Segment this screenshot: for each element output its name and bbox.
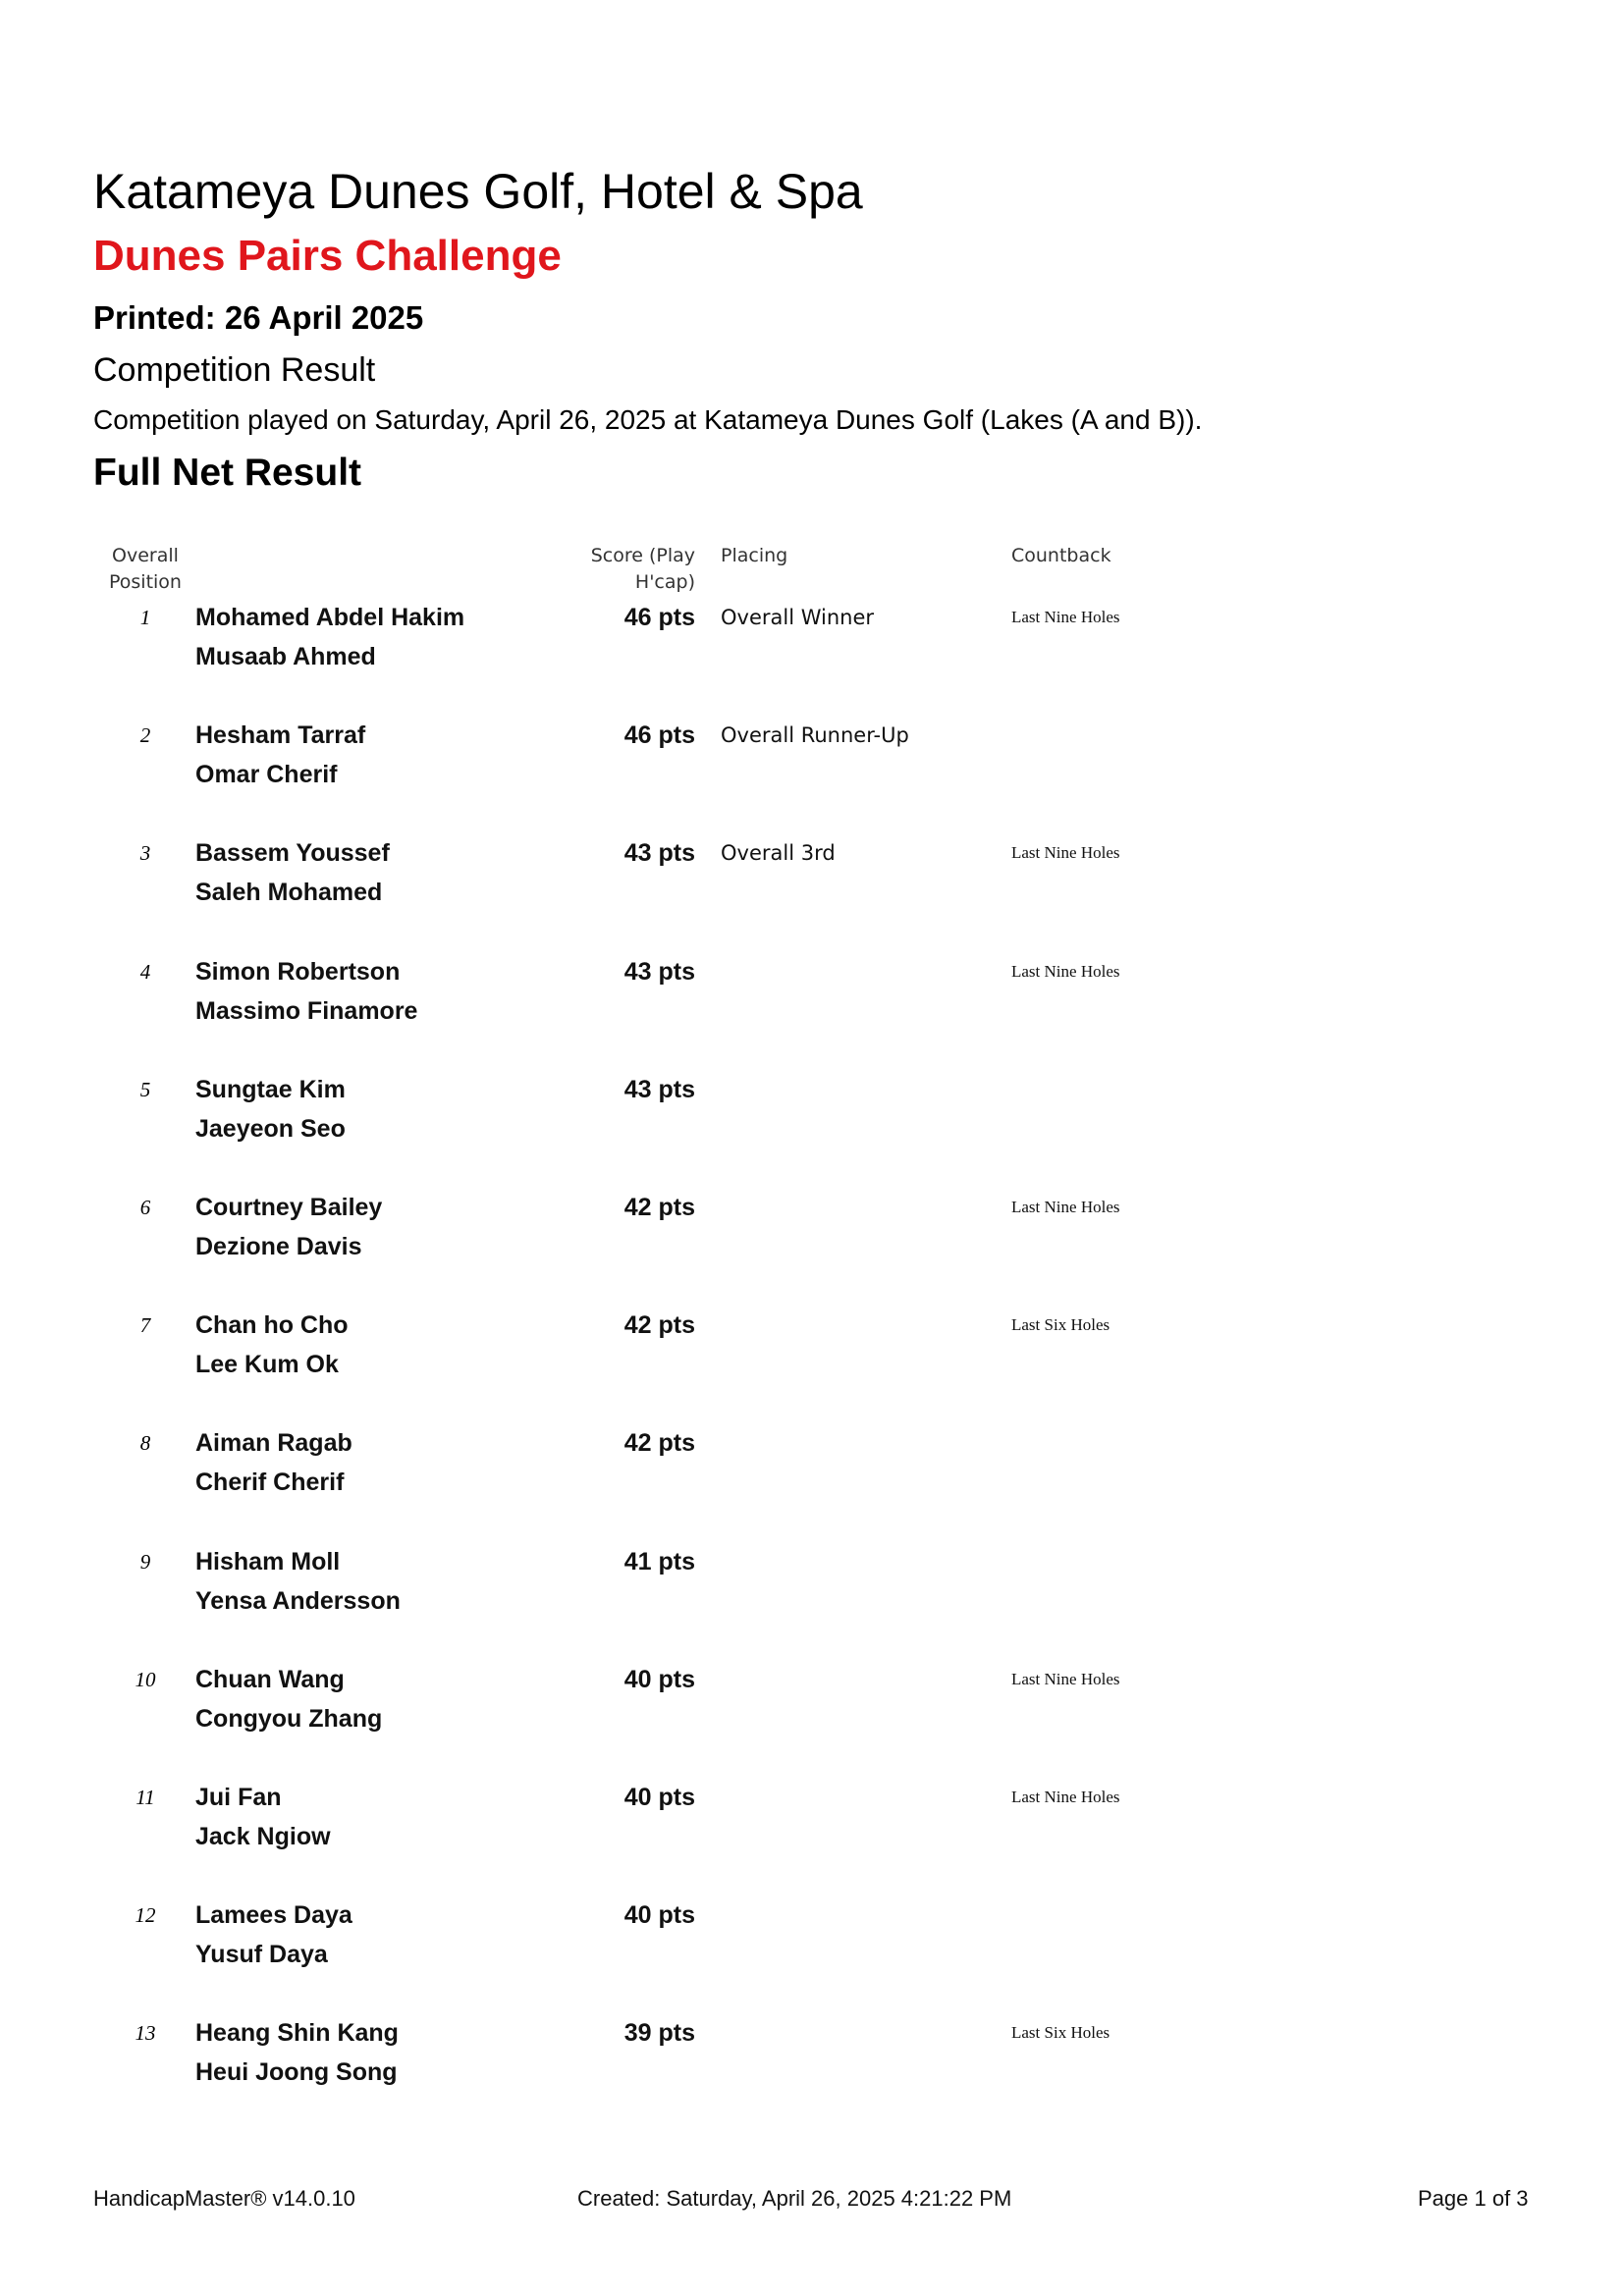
document-title: Competition Result [93,351,376,389]
position-cell: 9 [139,1549,151,1574]
club-name: Katameya Dunes Golf, Hotel & Spa [93,164,863,219]
player-one-name: Lamees Daya [195,1901,352,1930]
table-row [0,1900,1624,2018]
score-cell: 40 pts [623,1901,695,1930]
column-header-placing: Placing [721,545,788,566]
score-cell: 43 pts [623,957,695,986]
table-row [0,1075,1624,1193]
score-cell: 46 pts [623,604,695,631]
player-two-name: Lee Kum Ok [195,1351,339,1379]
score-cell: 40 pts [623,1665,695,1693]
position-cell: 10 [135,1667,156,1691]
table-row [0,957,1624,1075]
placing-cell: Overall Runner-Up [721,723,909,748]
player-one-name: Hisham Moll [195,1547,341,1575]
position-cell: 1 [139,606,151,629]
player-two-name: Saleh Mohamed [195,879,383,907]
countback-cell: Last Nine Holes [1011,1788,1120,1806]
player-two-name: Jack Ngiow [195,1823,331,1850]
player-one-name: Mohamed Abdel Hakim [195,604,465,631]
footer-created: Created: Saturday, April 26, 2025 4:21:22 PM [577,2186,1012,2211]
column-header-score: Score (Play H'cap) [590,545,695,593]
player-two-name: Yusuf Daya [195,1941,328,1969]
player-two-name: Congyou Zhang [195,1704,383,1733]
position-cell: 7 [139,1313,151,1338]
player-two-name: Cherif Cherif [195,1468,345,1497]
countback-cell: Last Nine Holes [1011,961,1120,981]
player-one-name: Sungtae Kim [195,1075,346,1103]
countback-cell: Last Nine Holes [1011,1198,1120,1216]
player-two-name: Massimo Finamore [195,996,418,1025]
player-one-name: Bassem Youssef [195,839,390,868]
table-row [0,2018,1624,2136]
table-row [0,1310,1624,1428]
score-cell: 42 pts [623,1429,695,1458]
player-two-name: Yensa Andersson [195,1586,401,1615]
player-one-name: Simon Robertson [195,957,401,986]
table-row [0,1547,1624,1665]
score-cell: 41 pts [623,1547,695,1575]
column-header-countback: Countback [1011,545,1111,566]
score-cell: 42 pts [623,1311,695,1340]
countback-cell: Last Nine Holes [1011,843,1120,863]
countback-cell: Last Six Holes [1011,2023,1110,2043]
position-cell: 11 [135,1786,155,1809]
section-heading: Full Net Result [93,452,362,494]
player-one-name: Chan ho Cho [195,1311,349,1340]
score-cell: 42 pts [623,1194,695,1221]
table-row [0,721,1624,838]
table-row [0,1665,1624,1783]
printed-date: Printed: 26 April 2025 [93,299,424,336]
player-one-name: Courtney Bailey [195,1194,383,1221]
score-cell: 39 pts [623,2019,695,2048]
player-two-name: Heui Joong Song [195,2058,398,2087]
player-two-name: Jaeyeon Seo [195,1114,346,1143]
countback-cell: Last Nine Holes [1011,608,1120,626]
player-two-name: Dezione Davis [195,1233,362,1260]
score-cell: 43 pts [623,1075,695,1103]
countback-cell: Last Six Holes [1011,1315,1110,1335]
player-one-name: Jui Fan [195,1784,282,1811]
table-row [0,838,1624,956]
player-one-name: Heang Shin Kang [195,2019,399,2048]
table-row [0,1193,1624,1310]
position-cell: 3 [139,841,151,866]
placing-cell: Overall Winner [721,606,875,629]
competition-details: Competition played on Saturday, April 26, 2025 at Katameya Dunes Golf (Lakes (A and B)). [93,404,1203,435]
position-cell: 5 [139,1077,151,1101]
position-cell: 12 [135,1903,156,1928]
position-cell: 4 [139,959,151,984]
countback-cell: Last Nine Holes [1011,1669,1120,1688]
table-row [0,1428,1624,1546]
column-header-position: Overall Position [109,545,182,593]
footer-software: HandicapMaster® v14.0.10 [93,2186,355,2211]
placing-cell: Overall 3rd [721,841,836,866]
score-cell: 40 pts [623,1784,695,1811]
table-row [0,603,1624,721]
player-two-name: Omar Cherif [195,761,338,789]
player-one-name: Aiman Ragab [195,1429,352,1458]
position-cell: 8 [139,1431,151,1456]
score-cell: 46 pts [623,721,695,750]
table-row [0,1783,1624,1900]
position-cell: 13 [135,2021,156,2046]
position-cell: 2 [139,723,151,748]
player-one-name: Hesham Tarraf [195,721,366,750]
player-one-name: Chuan Wang [195,1665,345,1693]
position-cell: 6 [139,1196,151,1219]
competition-name: Dunes Pairs Challenge [93,232,562,280]
footer-page-number: Page 1 of 3 [1418,2186,1529,2211]
player-two-name: Musaab Ahmed [195,643,376,670]
score-cell: 43 pts [623,839,695,868]
